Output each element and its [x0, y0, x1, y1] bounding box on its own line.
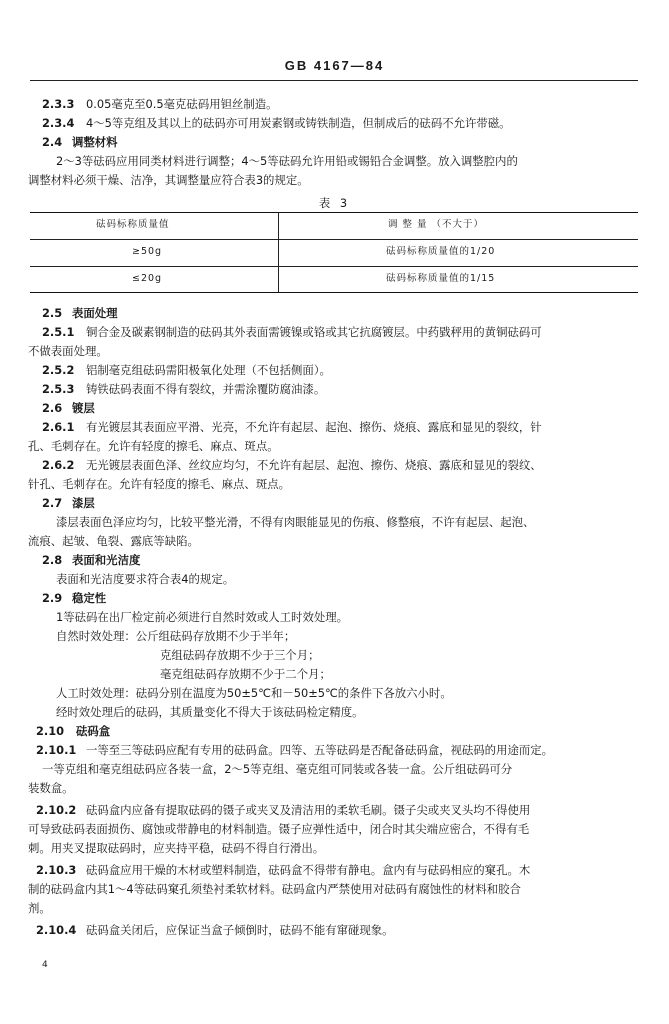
paragraph-line: 人工时效处理：砝码分别在温度为50±5℃和－50±5℃的条件下各放六小时。 [56, 686, 452, 700]
paragraph-line: 制的砝码盒内其1～4等砝码窠孔须垫衬柔软材料。砝码盒内严禁使用对砝码有腐蚀性的材料和胶合 [28, 882, 521, 896]
table-header-rule [30, 239, 638, 240]
paragraph-line: 剂。 [28, 901, 51, 915]
paragraph-line: 孔、毛刺存在。允许有轻度的擦毛、麻点、斑点。 [28, 439, 279, 453]
paragraph-line: 表面和光洁度要求符合表4的规定。 [56, 572, 235, 586]
paragraph-line: 一等克组和毫克组砝码应各装一盒，2～5等克组、毫克组可同装或各装一盒。公斤组砝码可分 [42, 762, 513, 776]
paragraph-line: 装数盒。 [28, 781, 74, 795]
table-cell: ≥50g [132, 246, 163, 257]
clause-2-5-3: 2.5.3 铸铁砝码表面不得有裂纹，并需涂覆防腐油漆。 [42, 382, 326, 396]
table-cell: 砝码标称质量值的1/15 [386, 273, 496, 284]
paragraph-line: 毫克组砝码存放期不少于二个月； [160, 667, 331, 681]
paragraph-line: 自然时效处理：公斤组砝码存放期不少于半年； [56, 629, 296, 643]
page-number: 4 [42, 960, 48, 970]
paragraph-line: 1等砝码在出厂检定前必须进行自然时效或人工时效处理。 [56, 610, 349, 624]
table-cell: ≤20g [132, 273, 163, 284]
section-2-10-heading: 2.10 砝码盒 [36, 724, 111, 738]
paragraph-line: 2～3等砝码应用同类材料进行调整；4～5等砝码允许用铅或锡铅合金调整。放入调整腔内的 [56, 154, 518, 168]
table-top-rule [30, 212, 638, 213]
section-2-6-heading: 2.6 镀层 [42, 401, 95, 415]
clause-2-6-1: 2.6.1 有光镀层其表面应平滑、光亮，不允许有起层、起泡、擦伤、烧痕、露底和显见的裂纹，针 [42, 420, 542, 434]
paragraph-line: 克组砝码存放期不少于三个月； [160, 648, 320, 662]
clause-2-5-1: 2.5.1 铜合金及碳素钢制造的砝码其外表面需镀镍或铬或其它抗腐镀层。中药戥秤用的黄铜砝码可 [42, 325, 542, 339]
section-2-9-heading: 2.9 稳定性 [42, 591, 107, 605]
section-2-7-heading: 2.7 漆层 [42, 496, 95, 510]
paragraph-line: 流痕、起皱、龟裂、露底等缺陷。 [28, 534, 199, 548]
paragraph-line: 经时效处理后的砝码，其质量变化不得大于该砝码检定精度。 [56, 705, 364, 719]
table-column-divider [278, 212, 279, 292]
clause-2-3-4: 2.3.4 4～5等克组及其以上的砝码亦可用炭素钢或铸铁制造，但制成后的砝码不允许带磁。 [42, 116, 511, 130]
table-3-caption: 表 3 [318, 196, 351, 210]
table-header-cell: 调 整 量 （不大于） [388, 219, 485, 230]
clause-2-10-4: 2.10.4 砝码盒关闭后，应保证当盒子倾倒时，砝码不能有窜碰现象。 [36, 923, 394, 937]
table-bottom-rule [30, 292, 638, 293]
paragraph-line: 针孔、毛刺存在。允许有轻度的擦毛、麻点、斑点。 [28, 477, 290, 491]
paragraph-line: 刺。用夹叉提取砝码时，应夹持平稳，砝码不得自行滑出。 [28, 841, 325, 855]
section-2-8-heading: 2.8 表面和光洁度 [42, 553, 141, 567]
clause-2-5-2: 2.5.2 铝制毫克组砝码需阳极氧化处理（不包括侧面）。 [42, 363, 331, 377]
clause-2-10-1: 2.10.1 一等至三等砝码应配有专用的砝码盒。四等、五等砝码是否配备砝码盒，视砝码的用途而定。 [36, 743, 554, 757]
clause-2-3-3: 2.3.3 0.05毫克至0.5毫克砝码用钽丝制造。 [42, 97, 278, 111]
paragraph-line: 漆层表面色泽应均匀，比较平整光滑，不得有肉眼能显见的伤痕、修整痕，不许有起层、起泡、 [56, 515, 535, 529]
paragraph-line: 可导致砝码表面损伤、腐蚀或带静电的材料制造。镊子应弹性适中，闭合时其尖端应密合，不得有毛 [28, 822, 530, 836]
clause-2-6-2: 2.6.2 无光镀层表面色泽、丝纹应均匀，不允许有起层、起泡、擦伤、烧痕、露底和显见的裂纹、 [42, 458, 542, 472]
table-header-cell: 砝码标称质量值 [96, 219, 170, 230]
table-row-rule [30, 266, 638, 267]
standard-code-header: GB 4167—84 [284, 58, 385, 73]
clause-2-10-3: 2.10.3 砝码盒应用干燥的木材或塑料制造，砝码盒不得带有静电。盒内有与砝码相应的窠孔。木 [36, 863, 531, 877]
paragraph-line: 调整材料必须干燥、洁净，其调整量应符合表3的规定。 [28, 173, 309, 187]
section-2-5-heading: 2.5 表面处理 [42, 306, 118, 320]
paragraph-line: 不做表面处理。 [28, 344, 108, 358]
table-cell: 砝码标称质量值的1/20 [386, 246, 496, 257]
clause-2-10-2: 2.10.2 砝码盒内应备有提取砝码的镊子或夹叉及清洁用的柔软毛刷。镊子尖或夹叉头均不得使用 [36, 803, 531, 817]
header-rule [30, 80, 638, 81]
section-2-4-heading: 2.4 调整材料 [42, 135, 118, 149]
